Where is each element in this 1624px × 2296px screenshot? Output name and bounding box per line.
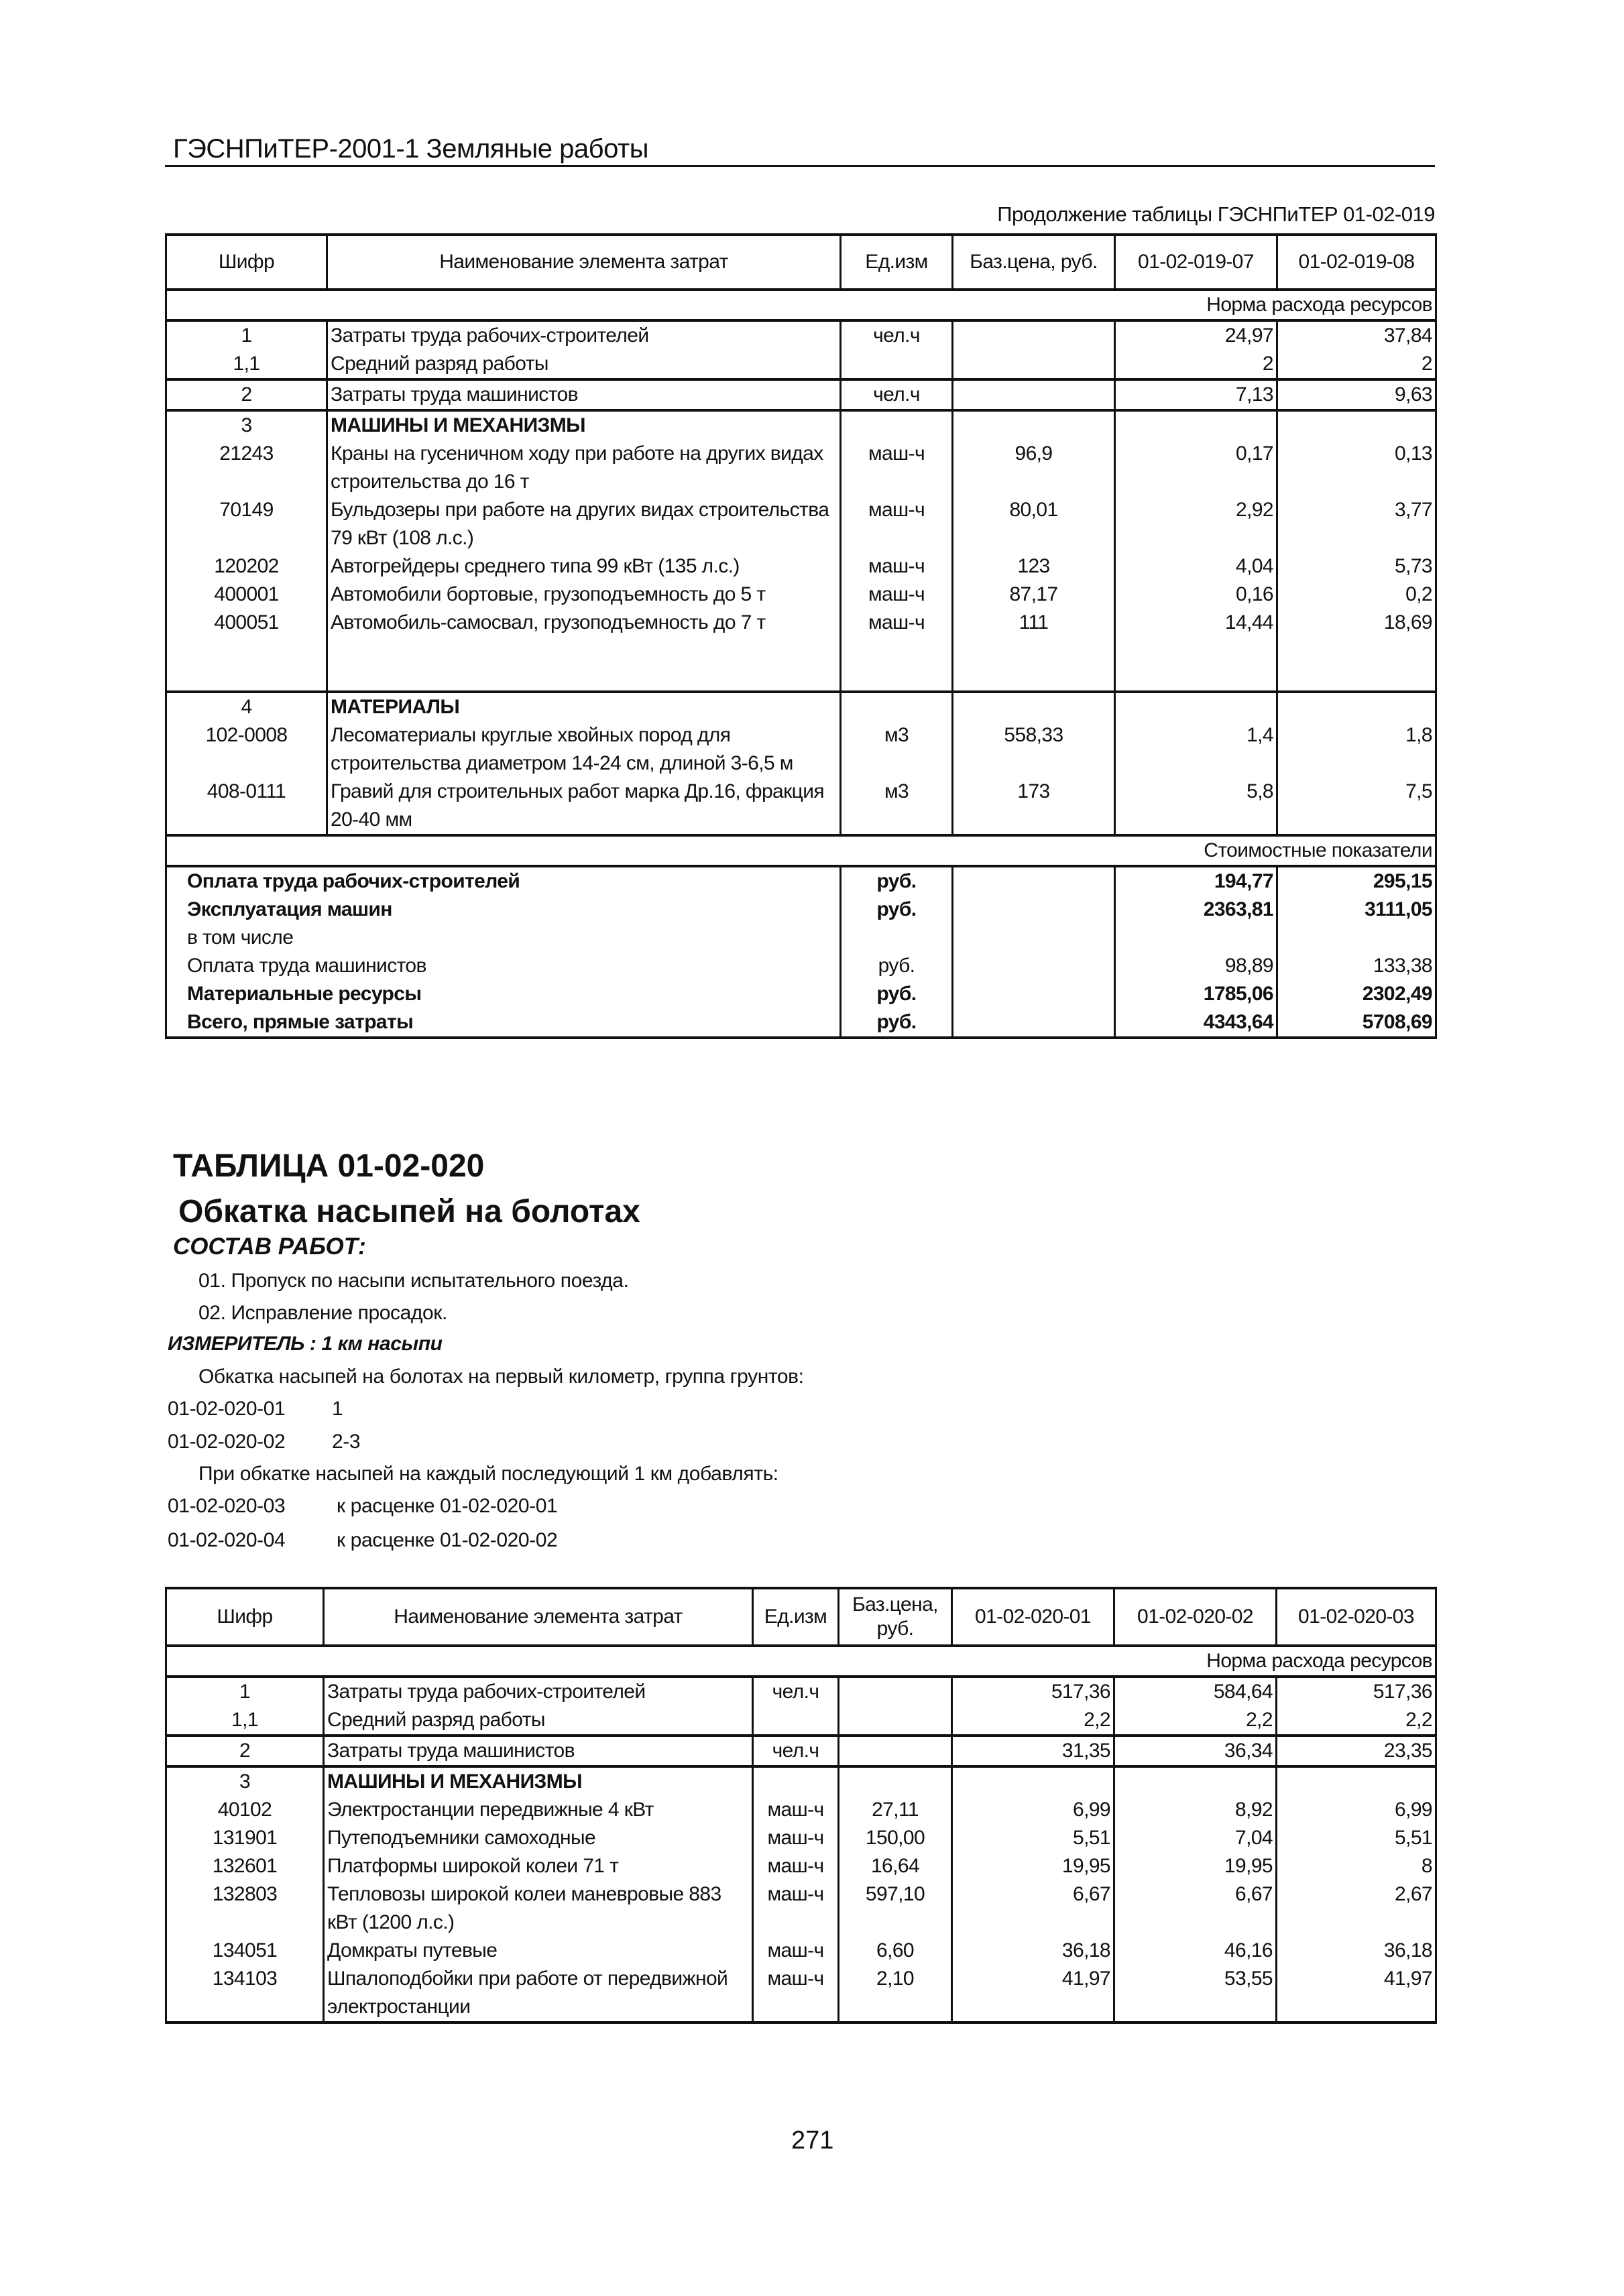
rate-description: 1 (332, 1398, 343, 1420)
row-value: 53,55 (1114, 1965, 1277, 2022)
norm-label: Норма расхода ресурсов (166, 1646, 1436, 1677)
row-value: 0,16 (1115, 581, 1277, 609)
row-code: 400051 (166, 609, 327, 692)
table-row (166, 496, 1436, 552)
row-unit: м3 (841, 778, 953, 835)
row-name: Затраты труда машинистов (324, 1736, 753, 1766)
column-header: Баз.цена, руб. (953, 235, 1115, 290)
cost-value (1115, 924, 1277, 952)
rate-description: 2-3 (332, 1431, 361, 1453)
row-value: 9,63 (1277, 379, 1436, 410)
row-name: МАШИНЫ И МЕХАНИЗМЫ (327, 410, 841, 440)
header-rule (165, 165, 1435, 167)
column-header: Шифр (166, 1588, 324, 1646)
row-code: 1 (166, 1677, 324, 1706)
row-value: 36,18 (952, 1937, 1114, 1965)
row-value (1277, 692, 1436, 721)
row-code: 134051 (166, 1937, 324, 1965)
row-base-price (839, 1677, 952, 1706)
row-name: Затраты труда машинистов (327, 379, 841, 410)
rate-description: к расценке 01-02-020-02 (337, 1529, 558, 1551)
cost-name: Эксплуатация машин (166, 896, 841, 924)
norm-row (166, 290, 1436, 320)
cost-row (166, 866, 1436, 896)
row-code: 2 (166, 1736, 324, 1766)
row-name: Тепловозы широкой колеи маневровые 883 кВт (1200 л.с.) (324, 1880, 753, 1937)
row-name: Затраты труда рабочих-строителей (324, 1677, 753, 1706)
cost-unit: руб. (841, 980, 953, 1008)
table-row (166, 1824, 1436, 1852)
cost-name: Всего, прямые затраты (166, 1008, 841, 1038)
row-value: 0,17 (1115, 440, 1277, 496)
column-header: Ед.изм (753, 1588, 839, 1646)
row-unit: маш-ч (753, 1965, 839, 2022)
cost-value: 2363,81 (1115, 896, 1277, 924)
row-value: 37,84 (1277, 320, 1436, 350)
column-header: 01-02-020-01 (952, 1588, 1114, 1646)
row-base-price: 27,11 (839, 1796, 952, 1824)
norm-label: Норма расхода ресурсов (166, 290, 1436, 320)
row-base-price: 558,33 (953, 721, 1115, 778)
row-value: 5,73 (1277, 552, 1436, 581)
row-code: 131901 (166, 1824, 324, 1852)
row-value: 6,99 (1277, 1796, 1436, 1824)
row-value: 6,67 (952, 1880, 1114, 1937)
row-unit (841, 350, 953, 379)
work-item: 01. Пропуск по насыпи испытательного поезда. (198, 1270, 629, 1292)
row-unit: маш-ч (841, 581, 953, 609)
row-unit: маш-ч (841, 609, 953, 692)
row-value: 7,5 (1277, 778, 1436, 835)
table-row (166, 1965, 1436, 2022)
cost-value: 98,89 (1115, 952, 1277, 980)
column-header: 01-02-019-08 (1277, 235, 1436, 290)
cost-value (1277, 924, 1436, 952)
row-value (1114, 1766, 1277, 1796)
cost-name: в том числе (166, 924, 841, 952)
table-row (166, 379, 1436, 410)
row-code: 132601 (166, 1852, 324, 1880)
row-value: 23,35 (1277, 1736, 1436, 1766)
row-unit: маш-ч (841, 496, 953, 552)
row-unit: маш-ч (841, 552, 953, 581)
cost-base-price (953, 1008, 1115, 1038)
row-value: 1,4 (1115, 721, 1277, 778)
rate-code: 01-02-020-01 (168, 1398, 286, 1420)
cost-base-price (953, 866, 1115, 896)
running-header: ГЭСНПиТЕР-2001-1 Земляные работы (173, 134, 648, 164)
row-value: 41,97 (952, 1965, 1114, 2022)
row-name: Лесоматериалы круглые хвойных пород для строительства диаметром 14-24 см, длиной 3-6,5 м (327, 721, 841, 778)
row-base-price: 123 (953, 552, 1115, 581)
row-unit: маш-ч (753, 1880, 839, 1937)
row-name: МАТЕРИАЛЫ (327, 692, 841, 721)
cost-base-price (953, 952, 1115, 980)
composition-label: СОСТАВ РАБОТ: (173, 1233, 366, 1260)
row-unit: маш-ч (753, 1796, 839, 1824)
table-row (166, 1880, 1436, 1937)
table-row (166, 1796, 1436, 1824)
row-name: Краны на гусеничном ходу при работе на других видах строительства до 16 т (327, 440, 841, 496)
row-code: 1,1 (166, 350, 327, 379)
row-value: 31,35 (952, 1736, 1114, 1766)
row-code: 40102 (166, 1796, 324, 1824)
row-base-price (953, 379, 1115, 410)
cost-value: 3111,05 (1277, 896, 1436, 924)
cost-value: 4343,64 (1115, 1008, 1277, 1038)
row-name: Платформы широкой колеи 71 т (324, 1852, 753, 1880)
table-row (166, 778, 1436, 835)
row-value: 41,97 (1277, 1965, 1436, 2022)
row-unit (753, 1706, 839, 1736)
cost-value: 5708,69 (1277, 1008, 1436, 1038)
row-value: 2,2 (1277, 1706, 1436, 1736)
intro-text: При обкатке насыпей на каждый последующий 1 км добавлять: (198, 1463, 778, 1485)
column-header: 01-02-020-03 (1277, 1588, 1436, 1646)
row-value: 18,69 (1277, 609, 1436, 692)
row-value (1115, 692, 1277, 721)
table-row (166, 1736, 1436, 1766)
header-row (166, 235, 1436, 290)
row-value: 14,44 (1115, 609, 1277, 692)
row-value (1115, 410, 1277, 440)
row-name: Шпалоподбойки при работе от передвижной электростанции (324, 1965, 753, 2022)
column-header: Ед.изм (841, 235, 953, 290)
row-unit: чел.ч (841, 379, 953, 410)
measure-unit: ИЗМЕРИТЕЛЬ : 1 км насыпи (168, 1333, 443, 1355)
row-name: Средний разряд работы (327, 350, 841, 379)
row-code: 400001 (166, 581, 327, 609)
table-subtitle: Обкатка насыпей на болотах (178, 1194, 640, 1229)
cost-unit: руб. (841, 866, 953, 896)
row-base-price (839, 1766, 952, 1796)
row-value: 5,51 (1277, 1824, 1436, 1852)
row-value: 5,8 (1115, 778, 1277, 835)
table-row (166, 721, 1436, 778)
row-base-price: 87,17 (953, 581, 1115, 609)
row-value: 24,97 (1115, 320, 1277, 350)
row-base-price: 2,10 (839, 1965, 952, 2022)
table-row (166, 1937, 1436, 1965)
row-value: 2,67 (1277, 1880, 1436, 1937)
row-name: Бульдозеры при работе на других видах строительства 79 кВт (108 л.с.) (327, 496, 841, 552)
row-name: Автогрейдеры среднего типа 99 кВт (135 л.с.) (327, 552, 841, 581)
header-row (166, 1588, 1436, 1646)
norm-row (166, 1646, 1436, 1677)
rate-description: к расценке 01-02-020-01 (337, 1495, 558, 1517)
table-row (166, 692, 1436, 721)
column-header: Шифр (166, 235, 327, 290)
row-value: 4,04 (1115, 552, 1277, 581)
column-header: Баз.цена, руб. (839, 1588, 952, 1646)
row-base-price (839, 1736, 952, 1766)
row-code: 102-0008 (166, 721, 327, 778)
row-code: 408-0111 (166, 778, 327, 835)
table-row (166, 1706, 1436, 1736)
table-continuation-note: Продолжение таблицы ГЭСНПиТЕР 01-02-019 (997, 202, 1435, 226)
cost-name: Материальные ресурсы (166, 980, 841, 1008)
row-unit (753, 1766, 839, 1796)
rate-code: 01-02-020-04 (168, 1529, 286, 1551)
row-code: 1,1 (166, 1706, 324, 1736)
table-row (166, 1677, 1436, 1706)
row-base-price: 111 (953, 609, 1115, 692)
cost-value: 133,38 (1277, 952, 1436, 980)
resource-table-01-02-019 (165, 233, 1437, 1039)
column-header: Наименование элемента затрат (324, 1588, 753, 1646)
row-value: 19,95 (952, 1852, 1114, 1880)
rate-code: 01-02-020-02 (168, 1431, 286, 1453)
row-name: Путеподъемники самоходные (324, 1824, 753, 1852)
row-value: 2 (1277, 350, 1436, 379)
table-title: ТАБЛИЦА 01-02-020 (173, 1148, 485, 1184)
work-item: 02. Исправление просадок. (198, 1302, 447, 1324)
row-value: 517,36 (952, 1677, 1114, 1706)
page-number: 271 (791, 2126, 834, 2155)
table-row (166, 350, 1436, 379)
row-base-price (839, 1706, 952, 1736)
cost-header-row (166, 835, 1436, 866)
table-row (166, 440, 1436, 496)
cost-label: Стоимостные показатели (166, 835, 1436, 866)
row-value: 8,92 (1114, 1796, 1277, 1824)
row-code: 132803 (166, 1880, 324, 1937)
row-code: 3 (166, 1766, 324, 1796)
row-base-price: 6,60 (839, 1937, 952, 1965)
cost-unit (841, 924, 953, 952)
row-value: 3,77 (1277, 496, 1436, 552)
row-name: Домкраты путевые (324, 1937, 753, 1965)
row-value: 2,92 (1115, 496, 1277, 552)
row-value: 584,64 (1114, 1677, 1277, 1706)
row-value: 2 (1115, 350, 1277, 379)
row-name: Затраты труда рабочих-строителей (327, 320, 841, 350)
row-base-price (953, 410, 1115, 440)
cost-row (166, 924, 1436, 952)
row-unit: чел.ч (841, 320, 953, 350)
row-name: МАШИНЫ И МЕХАНИЗМЫ (324, 1766, 753, 1796)
resource-table-01-02-020 (165, 1587, 1437, 2024)
row-value: 0,13 (1277, 440, 1436, 496)
table-row (166, 410, 1436, 440)
row-base-price: 16,64 (839, 1852, 952, 1880)
table-row (166, 320, 1436, 350)
intro-text: Обкатка насыпей на болотах на первый километр, группа грунтов: (198, 1366, 804, 1388)
row-value: 517,36 (1277, 1677, 1436, 1706)
row-value: 1,8 (1277, 721, 1436, 778)
row-base-price: 80,01 (953, 496, 1115, 552)
cost-row (166, 896, 1436, 924)
row-value: 8 (1277, 1852, 1436, 1880)
row-value: 36,18 (1277, 1937, 1436, 1965)
row-code: 70149 (166, 496, 327, 552)
cost-unit: руб. (841, 1008, 953, 1038)
cost-name: Оплата труда рабочих-строителей (166, 866, 841, 896)
row-value: 2,2 (952, 1706, 1114, 1736)
row-base-price: 173 (953, 778, 1115, 835)
row-value: 5,51 (952, 1824, 1114, 1852)
row-value: 19,95 (1114, 1852, 1277, 1880)
cost-value: 295,15 (1277, 866, 1436, 896)
cost-row (166, 1008, 1436, 1038)
cost-name: Оплата труда машинистов (166, 952, 841, 980)
row-base-price: 150,00 (839, 1824, 952, 1852)
row-base-price: 597,10 (839, 1880, 952, 1937)
row-value (1277, 1766, 1436, 1796)
row-base-price (953, 692, 1115, 721)
row-value: 6,99 (952, 1796, 1114, 1824)
row-base-price (953, 320, 1115, 350)
cost-value: 1785,06 (1115, 980, 1277, 1008)
row-unit (841, 692, 953, 721)
row-unit: чел.ч (753, 1736, 839, 1766)
cost-base-price (953, 980, 1115, 1008)
row-name: Автомобили бортовые, грузоподъемность до 5 т (327, 581, 841, 609)
row-base-price (953, 350, 1115, 379)
cost-unit: руб. (841, 896, 953, 924)
row-value (1277, 410, 1436, 440)
row-value: 46,16 (1114, 1937, 1277, 1965)
row-code: 120202 (166, 552, 327, 581)
table-row (166, 1766, 1436, 1796)
row-value (952, 1766, 1114, 1796)
row-code: 21243 (166, 440, 327, 496)
row-value: 0,2 (1277, 581, 1436, 609)
column-header: 01-02-019-07 (1115, 235, 1277, 290)
row-code: 1 (166, 320, 327, 350)
row-base-price: 96,9 (953, 440, 1115, 496)
row-name: Электростанции передвижные 4 кВт (324, 1796, 753, 1824)
row-unit: маш-ч (753, 1852, 839, 1880)
table-row (166, 609, 1436, 692)
row-value: 7,13 (1115, 379, 1277, 410)
row-unit: маш-ч (841, 440, 953, 496)
row-unit: маш-ч (753, 1824, 839, 1852)
row-unit (841, 410, 953, 440)
table-row (166, 581, 1436, 609)
row-name: Автомобиль-самосвал, грузоподъемность до 7 т (327, 609, 841, 692)
cost-row (166, 980, 1436, 1008)
row-unit: м3 (841, 721, 953, 778)
row-code: 4 (166, 692, 327, 721)
row-value: 36,34 (1114, 1736, 1277, 1766)
cost-value: 194,77 (1115, 866, 1277, 896)
row-code: 134103 (166, 1965, 324, 2022)
column-header: 01-02-020-02 (1114, 1588, 1277, 1646)
row-value: 7,04 (1114, 1824, 1277, 1852)
row-unit: маш-ч (753, 1937, 839, 1965)
row-name: Гравий для строительных работ марка Др.16, фракция 20-40 мм (327, 778, 841, 835)
row-value: 6,67 (1114, 1880, 1277, 1937)
cost-base-price (953, 896, 1115, 924)
cost-unit: руб. (841, 952, 953, 980)
cost-base-price (953, 924, 1115, 952)
row-code: 2 (166, 379, 327, 410)
row-name: Средний разряд работы (324, 1706, 753, 1736)
row-code: 3 (166, 410, 327, 440)
rate-code: 01-02-020-03 (168, 1495, 286, 1517)
column-header: Наименование элемента затрат (327, 235, 841, 290)
row-unit: чел.ч (753, 1677, 839, 1706)
table-row (166, 552, 1436, 581)
cost-value: 2302,49 (1277, 980, 1436, 1008)
cost-row (166, 952, 1436, 980)
row-value: 2,2 (1114, 1706, 1277, 1736)
table-row (166, 1852, 1436, 1880)
